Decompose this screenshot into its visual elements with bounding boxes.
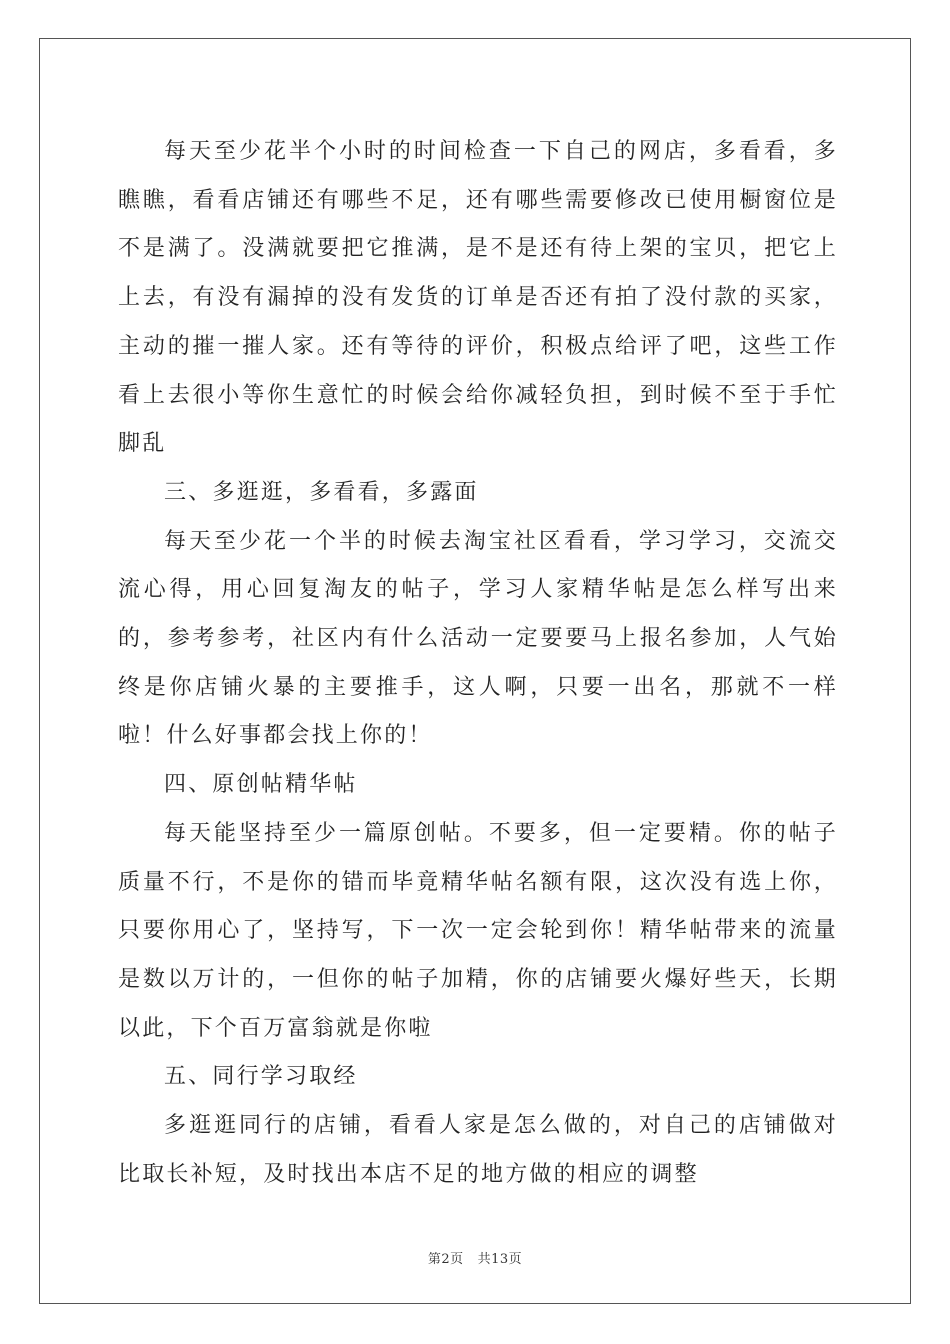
paragraph-community: 每天至少花一个半的时候去淘宝社区看看，学习学习，交流交流心得，用心回复淘友的帖子，学习人家精华帖是怎么样写出来的，参考参考，社区内有什么活动一定要要马上报名参加，人气始终是你店铺火暴的主要推手，这人啊，只要一出名，那就不一样啦！什么好事都会找上你的！: [118, 528, 838, 749]
paragraph-peer-learning: 多逛逛同行的店铺，看看人家是怎么做的，对自己的店铺做对比取长补短，及时找出本店不足的地方做的相应的调整: [118, 1113, 838, 1187]
paragraph-original-posts: 每天能坚持至少一篇原创帖。不要多，但一定要精。你的帖子质量不行，不是你的错而毕竟精华帖名额有限，这次没有选上你，只要你用心了，坚持写，下一次一定会轮到你！精华帖带来的流量是数以万计的，一但你的帖子加精，你的店铺要火爆好些天，长期以此，下个百万富翁就是你啦: [118, 820, 838, 1041]
total-pages: 共13页: [477, 1252, 523, 1267]
page-number: 第2页: [427, 1252, 464, 1267]
heading-section-five: 五、同行学习取经: [164, 1064, 358, 1090]
paragraph-shop-check: 每天至少花半个小时的时间检查一下自己的网店，多看看，多瞧瞧，看看店铺还有哪些不足，还有哪些需要修改已使用橱窗位是不是满了。没满就要把它推满，是不是还有待上架的宝贝，把它上上去，有没有漏掉的没有发货的订单是否还有拍了没付款的买家，主动的摧一摧人家。还有等待的评价，积极点给评了吧，这些工作看上去很小等你生意忙的时候会给你减轻负担，到时候不至于手忙脚乱: [118, 139, 838, 457]
heading-section-three: 三、多逛逛，多看看，多露面: [164, 479, 479, 505]
document-body: [118, 128, 838, 1199]
page-footer: [0, 1248, 950, 1267]
heading-section-four: 四、原创帖精华帖: [164, 772, 358, 798]
